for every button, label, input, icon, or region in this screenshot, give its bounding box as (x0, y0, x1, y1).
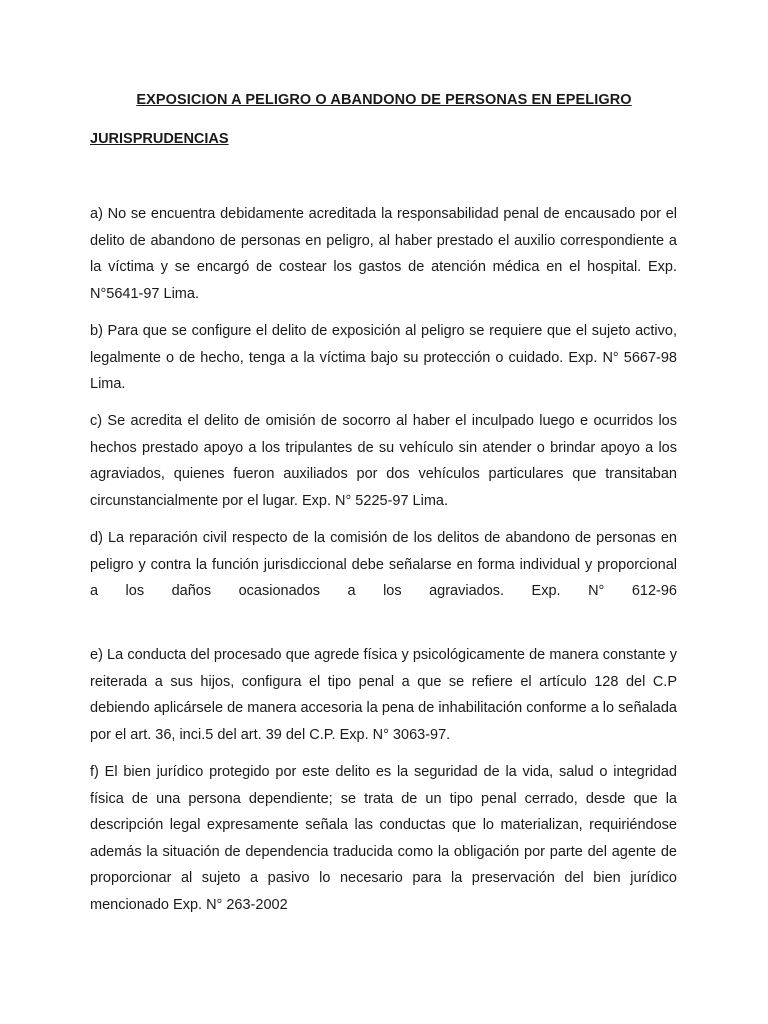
document-title: EXPOSICION A PELIGRO O ABANDONO DE PERSONAS EN EPELIGRO (136, 92, 632, 108)
section-heading: JURISPRUDENCIAS (90, 131, 229, 147)
paragraph-a: a) No se encuentra debidamente acreditada la responsabilidad penal de encausado por el delito de abandono de personas en peligro, al haber prestado el auxilio correspondiente a la víctima y se encargó de costear los gastos de atención médica en el hospital. Exp. N°5641-97 Lima. (90, 206, 677, 302)
paragraph-b: b) Para que se configure el delito de exposición al peligro se requiere que el sujeto activo, legalmente o de hecho, tenga a la víctima bajo su protección o cuidado. Exp. N° 5667-98 Lima. (90, 323, 677, 392)
paragraph-d: d) La reparación civil respecto de la comisión de los delitos de abandono de personas en peligro y contra la función jurisdiccional debe señalarse en forma individual y proporcional a los daños ocasionados a los agraviados. Exp. N° 612-96 (90, 530, 677, 599)
paragraph-e: e) La conducta del procesado que agrede física y psicológicamente de manera constante y reiterada a sus hijos, configura el tipo penal a que se refiere el artículo 128 del C.P debiendo aplicársele de manera accesoria la pena de inhabilitación conforme a lo señalada por el art. 36, inci.5 del art. 39 del C.P. Exp. N° 3063-97. (90, 647, 677, 743)
paragraph-c: c) Se acredita el delito de omisión de socorro al haber el inculpado luego e ocurridos los hechos prestado apoyo a los tripulantes de su vehículo sin atender o brindar apoyo a los agraviados, quienes fueron auxiliados por dos vehículos particulares que transitaban circunstancialmente por el lugar. Exp. N° 5225-97 Lima. (90, 413, 677, 509)
paragraph-f: f) El bien jurídico protegido por este delito es la seguridad de la vida, salud o integridad física de una persona dependiente; se trata de un tipo penal cerrado, desde que la descripción legal expresamente señala las conductas que lo materializan, requiriéndose además la situación de dependencia traducida como la obligación por parte del agente de proporcionar al sujeto a pasivo lo necesario para la preservación del bien jurídico mencionado Exp. N° 263-2002 (90, 764, 677, 913)
